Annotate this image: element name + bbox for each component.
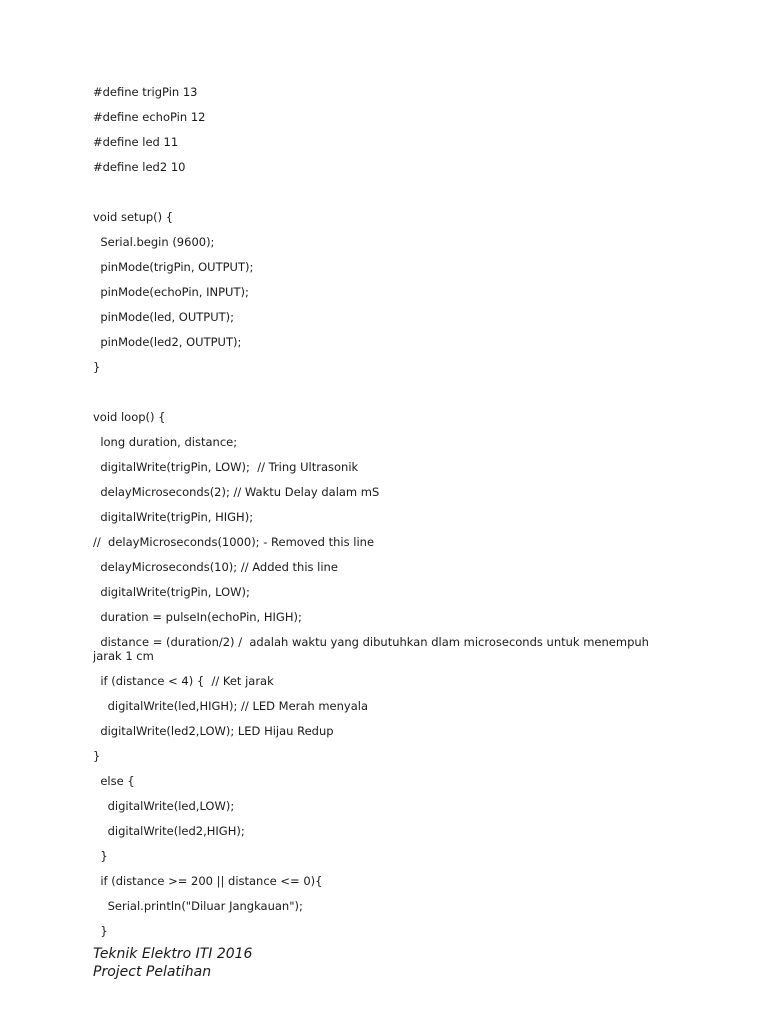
blank-line — [93, 385, 673, 399]
code-line: if (distance >= 200 || distance <= 0){ — [93, 874, 323, 888]
code-line: digitalWrite(trigPin, HIGH); — [93, 510, 254, 524]
code-line: } — [93, 924, 108, 938]
code-line: Serial.println("Diluar Jangkauan"); — [93, 899, 303, 913]
code-line: delayMicroseconds(2); // Waktu Delay dalam mS — [93, 485, 380, 499]
code-line: digitalWrite(trigPin, LOW); // Tring Ultrasonik — [93, 460, 359, 474]
code-line: void setup() { — [93, 210, 174, 224]
blank-line — [93, 185, 673, 199]
code-line: long duration, distance; — [93, 435, 238, 449]
code-block — [93, 85, 673, 949]
code-line: digitalWrite(led,LOW); — [93, 799, 235, 813]
code-line: #define echoPin 12 — [93, 110, 206, 124]
code-line: // delayMicroseconds(1000); - Removed this line — [93, 535, 375, 549]
code-line: #define led2 10 — [93, 160, 186, 174]
code-line: digitalWrite(led2,LOW); LED Hijau Redup — [93, 724, 334, 738]
code-line: } — [93, 360, 101, 374]
code-line: distance = (duration/2) / adalah waktu yang dibutuhkan dlam microseconds untuk menempuh jarak 1 cm — [93, 635, 653, 663]
code-line: else { — [93, 774, 135, 788]
code-line: digitalWrite(led,HIGH); // LED Merah menyala — [93, 699, 369, 713]
code-line: #define trigPin 13 — [93, 85, 198, 99]
footer-line-organization: Teknik Elektro ITI 2016 — [93, 946, 253, 962]
footer-line-project: Project Pelatihan — [93, 964, 212, 980]
code-line: pinMode(led, OUTPUT); — [93, 310, 235, 324]
code-line: } — [93, 849, 108, 863]
code-line: Serial.begin (9600); — [93, 235, 215, 249]
code-line: if (distance < 4) { // Ket jarak — [93, 674, 274, 688]
code-line: delayMicroseconds(10); // Added this line — [93, 560, 338, 574]
code-line: pinMode(led2, OUTPUT); — [93, 335, 242, 349]
code-line: } — [93, 749, 101, 763]
code-line: void loop() { — [93, 410, 166, 424]
code-line: duration = pulseIn(echoPin, HIGH); — [93, 610, 302, 624]
code-line: pinMode(echoPin, INPUT); — [93, 285, 249, 299]
code-line: digitalWrite(led2,HIGH); — [93, 824, 245, 838]
code-line: digitalWrite(trigPin, LOW); — [93, 585, 250, 599]
page-footer — [93, 945, 252, 981]
code-line: #define led 11 — [93, 135, 179, 149]
code-line: pinMode(trigPin, OUTPUT); — [93, 260, 254, 274]
